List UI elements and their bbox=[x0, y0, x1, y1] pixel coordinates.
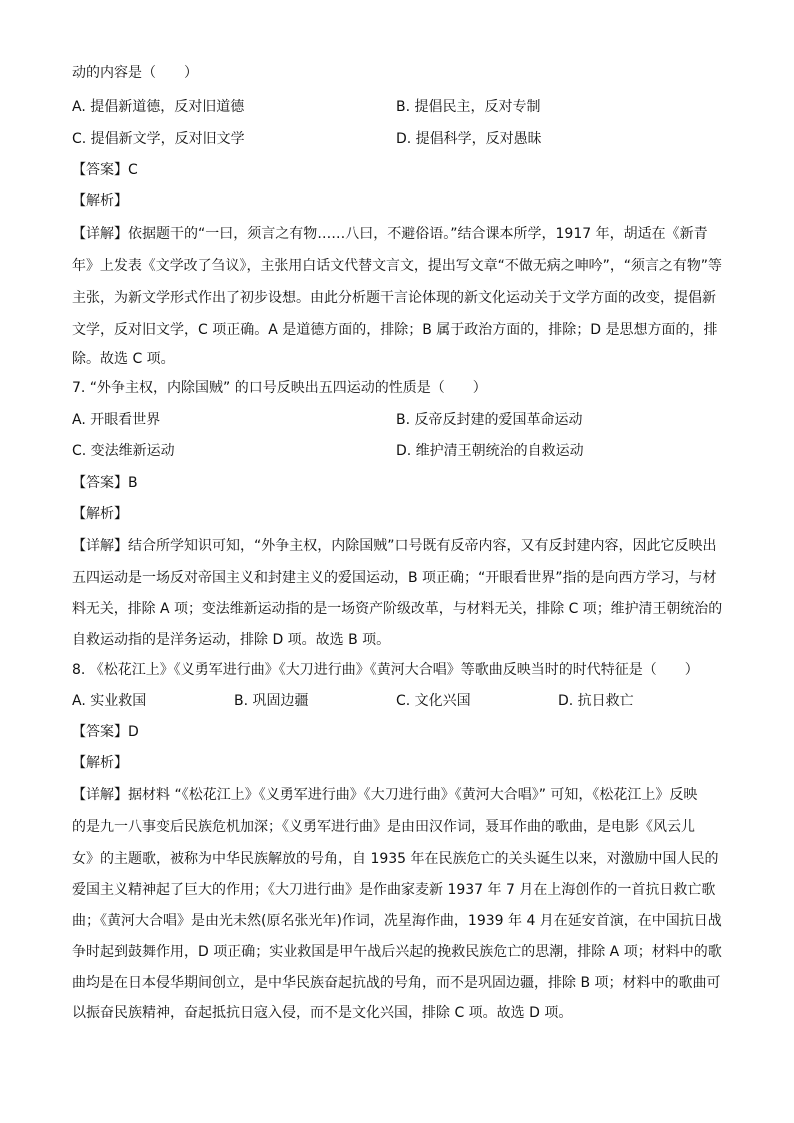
q6-answer: 【答案】C bbox=[72, 162, 138, 178]
q6-option-c: C. 提倡新文学，反对旧文学 bbox=[72, 131, 245, 147]
q6-detail-line: 年》上发表《文学改了刍议》，主张用白话文代替文言文，提出写文章“不做无病之呻吟”，“须言之有物”等 bbox=[72, 258, 722, 274]
q8-answer: 【答案】D bbox=[72, 724, 139, 740]
q6-detail-line: 除。故选 C 项。 bbox=[72, 351, 175, 367]
q6-detail-line: 文学，反对旧文学，C 项正确。A 是道德方面的，排除；B 属于政治方面的，排除；D 是思想方面的，排 bbox=[72, 322, 718, 338]
q7-detail-line: 料无关，排除 A 项；变法维新运动指的是一场资产阶级改革，与材料无关，排除 C 项；维护清王朝统治的 bbox=[72, 601, 723, 617]
q8-option-d: D. 抗日救亡 bbox=[558, 693, 634, 709]
q6-stem-tail: 动的内容是（ ） bbox=[72, 65, 198, 81]
q8-detail-line: 以振奋民族精神，奋起抵抗日寇入侵，而不是文化兴国，排除 C 项。故选 D 项。 bbox=[72, 1005, 573, 1021]
q7-option-c: C. 变法维新运动 bbox=[72, 443, 175, 459]
q7-answer: 【答案】B bbox=[72, 475, 138, 491]
q8-detail-line: 曲；《黄河大合唱》是由光未然(原名张光年)作词，冼星海作曲，1939 年 4 月在延安首演，在中国抗日战 bbox=[72, 913, 722, 929]
q8-option-c: C. 文化兴国 bbox=[396, 693, 471, 709]
q7-detail-line: 自救运动指的是洋务运动，排除 D 项。故选 B 项。 bbox=[72, 632, 391, 648]
q8-detail-line: 的是九一八事变后民族危机加深；《义勇军进行曲》是由田汉作词，聂耳作曲的歌曲，是电影《风云儿 bbox=[72, 819, 695, 835]
q8-option-a: A. 实业救国 bbox=[72, 693, 147, 709]
q6-option-d: D. 提倡科学，反对愚昧 bbox=[396, 131, 542, 147]
q8-analysis-label: 【解析】 bbox=[72, 755, 128, 771]
q8-stem: 8. 《松花江上》《义勇军进行曲》《大刀进行曲》《黄河大合唱》等歌曲反映当时的时代特征是（ ） bbox=[72, 662, 699, 678]
q6-detail-line: 主张，为新文学形式作出了初步设想。由此分析题干言论体现的新文化运动关于文学方面的改变，提倡新 bbox=[72, 290, 716, 306]
q7-option-b: B. 反帝反封建的爱国革命运动 bbox=[396, 412, 583, 428]
q8-option-b: B. 巩固边疆 bbox=[234, 693, 309, 709]
q8-detail-line: 争时起到鼓舞作用，D 项正确；实业救国是甲午战后兴起的挽救民族危亡的思潮，排除 A 项；材料中的歌 bbox=[72, 944, 722, 960]
q7-option-a: A. 开眼看世界 bbox=[72, 412, 161, 428]
q7-analysis-label: 【解析】 bbox=[72, 506, 128, 522]
q8-detail-line: 女》的主题歌，被称为中华民族解放的号角，自 1935 年在民族危亡的关头诞生以来，对激励中国人民的 bbox=[72, 851, 719, 867]
q6-option-a: A. 提倡新道德，反对旧道德 bbox=[72, 99, 245, 115]
q8-detail-line: 爱国主义精神起了巨大的作用；《大刀进行曲》是作曲家麦新 1937 年 7 月在上海创作的一首抗日救亡歌 bbox=[72, 882, 716, 898]
q6-detail-line: 【详解】依据题干的“一曰，须言之有物……八曰，不避俗语。”结合课本所学，1917 年，胡适在《新青 bbox=[72, 226, 708, 242]
q7-option-d: D. 维护清王朝统治的自救运动 bbox=[396, 443, 584, 459]
q6-analysis-label: 【解析】 bbox=[72, 193, 128, 209]
q6-option-b: B. 提倡民主，反对专制 bbox=[396, 99, 541, 115]
q7-detail-line: 【详解】结合所学知识可知，“外争主权，内除国贼”口号既有反帝内容，又有反封建内容，因此它反映出 bbox=[72, 538, 717, 554]
q8-detail-line: 【详解】据材料 “《松花江上》《义勇军进行曲》《大刀进行曲》《黄河大合唱》” 可知，《松花江上》反映 bbox=[72, 787, 698, 803]
q7-detail-line: 五四运动是一场反对帝国主义和封建主义的爱国运动，B 项正确；“开眼看世界”指的是向西方学习，与材 bbox=[72, 570, 717, 586]
q8-detail-line: 曲均是在日本侵华期间创立，是中华民族奋起抗战的号角，而不是巩固边疆，排除 B 项；材料中的歌曲可 bbox=[72, 975, 721, 991]
q7-stem: 7. “外争主权，内除国贼” 的口号反映出五四运动的性质是（ ） bbox=[72, 380, 487, 396]
